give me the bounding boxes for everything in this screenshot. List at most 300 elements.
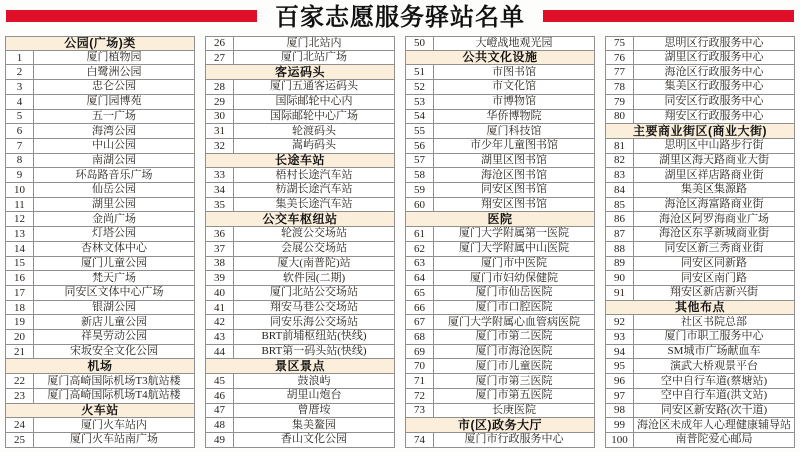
station-name: 厦门五通客运码头: [270, 80, 358, 93]
station-name: 湖里区行政服务中心: [664, 51, 764, 64]
station-number: 35: [206, 198, 234, 212]
station-name: 集美鳌园: [292, 418, 336, 431]
station-number: 69: [406, 345, 434, 359]
station-name: 厦门儿童公园: [81, 256, 147, 269]
station-number: 44: [206, 345, 234, 359]
station-number: 65: [406, 286, 434, 300]
station-name: 厦门北站内: [286, 36, 342, 49]
station-name: 同安区行政服务中心: [664, 95, 764, 108]
table-row: [205, 36, 395, 51]
station-number: 93: [606, 330, 634, 344]
station-number: 68: [406, 330, 434, 344]
station-name: 中山公园: [92, 139, 136, 152]
table-row: [605, 433, 795, 448]
table-row: [405, 330, 595, 345]
station-number: 50: [406, 37, 434, 50]
station-name: 厦门市海沧医院: [475, 345, 553, 358]
table-column-2: [205, 36, 395, 448]
station-name: 湖里区海天路商业大街: [659, 153, 769, 166]
station-name: 梵天广场: [92, 271, 136, 284]
category-header: 景区景点: [205, 359, 395, 374]
station-name: 环岛路音乐广场: [75, 168, 153, 181]
station-name: 灯塔公园: [92, 227, 136, 240]
station-name: BRT第一码头站(快线): [261, 345, 367, 358]
table-row: [405, 124, 595, 139]
station-name: 海沧区行政服务中心: [664, 65, 764, 78]
station-name: 新店儿童公园: [81, 315, 147, 328]
table-row: [605, 168, 795, 183]
station-number: 22: [6, 374, 34, 388]
station-number: 46: [206, 389, 234, 403]
table-row: [5, 139, 195, 154]
table-row: [205, 124, 395, 139]
table-row: [405, 359, 595, 374]
table-row: [605, 212, 795, 227]
table-row: [405, 227, 595, 242]
station-name: 会展公交场站: [281, 242, 347, 255]
masthead: [0, 0, 800, 36]
station-number: 4: [6, 95, 34, 109]
station-number: 38: [206, 257, 234, 271]
table-row: [205, 315, 395, 330]
table-row: [5, 227, 195, 242]
station-name: 同安区南门路: [681, 271, 747, 284]
table-row: [205, 330, 395, 345]
station-number: 34: [206, 183, 234, 197]
station-number: 89: [606, 257, 634, 271]
station-name: 思明区中山路步行街: [664, 139, 764, 152]
table-row: [5, 110, 195, 125]
station-name: 演武大桥观景平台: [670, 359, 758, 372]
station-number: 14: [6, 242, 34, 256]
station-number: 99: [606, 418, 634, 432]
category-header: 市(区)政务大厅: [405, 418, 595, 433]
table-row: [5, 183, 195, 198]
station-number: 37: [206, 242, 234, 256]
table-row: [205, 51, 395, 66]
table-row: [605, 139, 795, 154]
table-row: [605, 330, 795, 345]
station-number: 51: [406, 65, 434, 79]
table-row: [405, 65, 595, 80]
station-number: 39: [206, 271, 234, 285]
station-name: 同安区图书馆: [481, 183, 547, 196]
station-number: 76: [606, 51, 634, 65]
table-row: [205, 345, 395, 360]
station-name: 嵩屿码头: [292, 139, 336, 152]
table-row: [205, 242, 395, 257]
table-row: [205, 139, 395, 154]
station-number: 30: [206, 110, 234, 124]
station-number: 77: [606, 65, 634, 79]
station-name: 厦门科技馆: [486, 124, 542, 137]
station-name: 厦门植物园: [86, 51, 142, 64]
station-number: 47: [206, 404, 234, 418]
station-name: 翔安马巷公交场站: [270, 301, 358, 313]
station-name: 软件园(二期): [282, 271, 346, 284]
table-row: [205, 95, 395, 110]
station-number: 32: [206, 139, 234, 153]
station-name: 社区书院总部: [681, 315, 747, 328]
table-row: [5, 389, 195, 404]
station-name: 厦门火车站南广场: [70, 433, 158, 446]
station-number: 6: [6, 124, 34, 138]
table-row: [405, 404, 595, 419]
table-row: [205, 198, 395, 213]
station-number: 42: [206, 315, 234, 329]
station-name: 翔安区行政服务中心: [664, 109, 764, 122]
station-number: 49: [206, 433, 234, 447]
station-number: 26: [206, 37, 234, 50]
table-row: [5, 124, 195, 139]
table-row: [405, 315, 595, 330]
table-row: [5, 330, 195, 345]
station-name: 同安区同新路: [681, 256, 747, 269]
table-row: [205, 389, 395, 404]
table-row: [5, 315, 195, 330]
station-name: 厦门大学附属中山医院: [459, 242, 569, 255]
table-row: [205, 227, 395, 242]
station-number: 96: [606, 374, 634, 388]
table-row: [605, 242, 795, 257]
table-row: [205, 80, 395, 95]
station-number: 16: [6, 271, 34, 285]
station-number: 86: [606, 212, 634, 226]
table-row: [605, 418, 795, 433]
station-number: 45: [206, 374, 234, 388]
table-row: [405, 286, 595, 301]
station-number: 17: [6, 286, 34, 300]
station-number: 72: [406, 389, 434, 403]
table-row: [605, 227, 795, 242]
station-name: 祥昊劳动公园: [81, 330, 147, 343]
station-name: 翔安区新店新兴街: [670, 286, 758, 299]
station-name: 海沧区图书馆: [481, 168, 547, 181]
station-number: 62: [406, 242, 434, 256]
table-row: [5, 418, 195, 433]
station-number: 29: [206, 95, 234, 109]
station-number: 85: [606, 198, 634, 212]
station-name: 海湾公园: [92, 124, 136, 137]
station-name: 香山文化公园: [281, 433, 347, 446]
station-name: 忠仑公园: [92, 80, 136, 93]
station-number: 11: [6, 198, 34, 212]
station-name: 集美区集源路: [681, 183, 747, 196]
station-name: BRT前埔枢纽站(快线): [261, 330, 367, 343]
table-column-3: [405, 36, 595, 448]
station-number: 55: [406, 124, 434, 138]
station-name: 集美区行政服务中心: [664, 80, 764, 93]
station-number: 56: [406, 139, 434, 153]
station-name: 厦门市第五医院: [475, 389, 553, 402]
table-row: [405, 345, 595, 360]
station-name: 梧村长途汽车站: [275, 168, 353, 181]
station-number: 70: [406, 359, 434, 373]
station-name: 厦门北站公交场站: [270, 286, 358, 299]
station-name: 厦门市中医院: [481, 256, 547, 269]
table-row: [405, 110, 595, 125]
station-number: 57: [406, 154, 434, 168]
station-name: 厦门大学附属第一医院: [459, 227, 569, 240]
station-number: 2: [6, 65, 34, 79]
station-number: 5: [6, 110, 34, 124]
station-number: 92: [606, 315, 634, 329]
station-name: 厦门市第三医院: [475, 374, 553, 387]
station-number: 52: [406, 80, 434, 94]
table-row: [205, 271, 395, 286]
station-name: 湖里区图书馆: [481, 153, 547, 166]
station-number: 21: [6, 345, 34, 359]
table-row: [605, 110, 795, 125]
station-number: 31: [206, 124, 234, 138]
station-number: 75: [606, 37, 634, 50]
table-row: [605, 359, 795, 374]
station-number: 19: [6, 315, 34, 329]
station-name: 厦门市妇幼保健院: [470, 271, 558, 284]
table-row: [5, 212, 195, 227]
table-row: [405, 139, 595, 154]
table-row: [405, 257, 595, 272]
station-name: 厦门市口腔医院: [475, 301, 553, 313]
table-row: [405, 271, 595, 286]
station-number: 8: [6, 154, 34, 168]
red-bar-right: [543, 10, 794, 22]
table-row: [405, 36, 595, 51]
table-column-1: [5, 36, 195, 448]
station-number: 79: [606, 95, 634, 109]
station-name: 集美长途汽车站: [275, 198, 353, 211]
table-row: [405, 301, 595, 316]
station-number: 41: [206, 301, 234, 315]
station-number: 94: [606, 345, 634, 359]
table-row: [405, 374, 595, 389]
station-number: 82: [606, 154, 634, 168]
station-name: 南湖公园: [92, 153, 136, 166]
station-name: 湖里公园: [92, 198, 136, 211]
table-row: [5, 168, 195, 183]
table-row: [605, 51, 795, 66]
table-row: [5, 198, 195, 213]
station-name: 厦门高崎国际机场T3航站楼: [47, 374, 181, 387]
station-name: 翔安区图书馆: [481, 198, 547, 211]
table-row: [205, 183, 395, 198]
station-name: 市图书馆: [492, 65, 536, 78]
station-name: 国际邮轮中心内: [275, 95, 353, 108]
table-row: [605, 271, 795, 286]
category-header: 公园(广场)类: [5, 36, 195, 51]
station-number: 84: [606, 183, 634, 197]
station-number: 80: [606, 110, 634, 124]
table-row: [5, 271, 195, 286]
table-row: [205, 301, 395, 316]
table-row: [205, 110, 395, 125]
table-row: [205, 433, 395, 448]
table-row: [205, 257, 395, 272]
station-number: 24: [6, 418, 34, 432]
station-number: 100: [606, 433, 634, 447]
station-name: 市博物馆: [492, 95, 536, 108]
table-row: [605, 80, 795, 95]
station-number: 15: [6, 257, 34, 271]
table-row: [605, 257, 795, 272]
station-number: 23: [6, 389, 34, 403]
station-number: 43: [206, 330, 234, 344]
table-row: [5, 257, 195, 272]
table-row: [405, 389, 595, 404]
station-name: 厦门火车站内: [81, 418, 147, 431]
station-name: 空中自行车道(洪文站): [660, 389, 768, 402]
station-number: 60: [406, 198, 434, 212]
table-row: [605, 286, 795, 301]
station-number: 58: [406, 168, 434, 182]
table-row: [5, 95, 195, 110]
station-number: 1: [6, 51, 34, 65]
station-number: 83: [606, 168, 634, 182]
table-row: [405, 168, 595, 183]
table-row: [605, 154, 795, 169]
station-number: 95: [606, 359, 634, 373]
table-row: [605, 315, 795, 330]
station-name: 长庚医院: [492, 403, 536, 416]
table-row: [605, 374, 795, 389]
table-row: [5, 286, 195, 301]
station-number: 25: [6, 433, 34, 447]
table-row: [605, 95, 795, 110]
category-header: 火车站: [5, 404, 195, 419]
station-name: 海沧区海富路商业街: [664, 198, 764, 211]
category-header: 医院: [405, 212, 595, 227]
table-row: [205, 168, 395, 183]
table-row: [205, 404, 395, 419]
table-row: [405, 242, 595, 257]
red-bar-left: [6, 10, 257, 22]
station-number: 98: [606, 404, 634, 418]
station-name: 曾厝垵: [297, 403, 331, 416]
table-row: [5, 65, 195, 80]
table-row: [605, 345, 795, 360]
station-name: 金尚广场: [92, 212, 136, 225]
station-number: 63: [406, 257, 434, 271]
station-number: 78: [606, 80, 634, 94]
table-row: [5, 242, 195, 257]
station-number: 74: [406, 433, 434, 447]
table-row: [605, 65, 795, 80]
station-number: 3: [6, 80, 34, 94]
table-row: [405, 80, 595, 95]
station-name: 胡里山炮台: [286, 389, 342, 402]
table-row: [405, 198, 595, 213]
table-row: [205, 418, 395, 433]
station-name: 同安区文体中心广场: [64, 286, 164, 299]
station-number: 27: [206, 51, 234, 65]
table-column-4: [605, 36, 795, 448]
station-name: 国际邮轮中心广场: [270, 109, 358, 122]
table-row: [605, 404, 795, 419]
category-header: 其他布点: [605, 301, 795, 316]
station-number: 18: [6, 301, 34, 315]
station-name: 厦门市第二医院: [475, 330, 553, 343]
station-name: 同安乐海公交场站: [270, 315, 358, 328]
station-number: 81: [606, 139, 634, 153]
station-number: 61: [406, 227, 434, 241]
station-name: 市少年儿童图书馆: [470, 139, 558, 152]
station-name: 厦门市儿童医院: [475, 359, 553, 372]
station-name: 厦门大学附属心血管病医院: [448, 315, 580, 328]
station-name: 海沧区东孚新城商业街: [659, 227, 769, 240]
table-row: [5, 433, 195, 448]
table-row: [5, 154, 195, 169]
station-number: 54: [406, 110, 434, 124]
station-name: 轮渡码头: [292, 124, 336, 137]
station-number: 33: [206, 168, 234, 182]
station-name: 市文化馆: [492, 80, 536, 93]
category-header: 主要商业街区(商业大街): [605, 124, 795, 139]
table-row: [405, 183, 595, 198]
station-number: 91: [606, 286, 634, 300]
station-name: 华侨博物院: [486, 109, 542, 122]
station-number: 10: [6, 183, 34, 197]
table-row: [5, 301, 195, 316]
table-row: [5, 51, 195, 66]
station-number: 88: [606, 242, 634, 256]
station-name: 五一广场: [92, 109, 136, 122]
station-table: [0, 36, 800, 448]
station-number: 7: [6, 139, 34, 153]
station-number: 90: [606, 271, 634, 285]
station-number: 28: [206, 80, 234, 94]
station-name: 厦门市行政服务中心: [464, 433, 564, 446]
station-name: 空中自行车道(蔡塘站): [660, 374, 768, 387]
station-name: 厦门市仙岳医院: [475, 286, 553, 299]
station-name: 南普陀爱心邮局: [675, 433, 753, 446]
station-name: 厦门北站广场: [281, 51, 347, 64]
station-name: 湖里区祥店路商业街: [664, 168, 764, 181]
category-header: 公共文化设施: [405, 51, 595, 66]
station-name: 白鹭洲公园: [86, 65, 142, 78]
station-name: 银湖公园: [92, 301, 136, 313]
station-number: 40: [206, 286, 234, 300]
table-row: [605, 183, 795, 198]
category-header: 长途车站: [205, 154, 395, 169]
table-row: [405, 433, 595, 448]
station-number: 48: [206, 418, 234, 432]
table-row: [405, 95, 595, 110]
table-row: [5, 345, 195, 360]
table-row: [205, 286, 395, 301]
station-name: 厦大(南普陀)站: [277, 256, 351, 269]
station-number: 12: [6, 212, 34, 226]
table-row: [605, 389, 795, 404]
station-number: 13: [6, 227, 34, 241]
station-name: SM城市广场献血车: [667, 345, 761, 358]
table-row: [605, 36, 795, 51]
station-name: 海沧区未成年人心理健康辅导站: [637, 418, 791, 431]
station-number: 20: [6, 330, 34, 344]
station-number: 53: [406, 95, 434, 109]
table-row: [5, 374, 195, 389]
station-name: 思明区行政服务中心: [664, 36, 764, 49]
station-name: 大嶝战地观光园: [475, 36, 553, 49]
table-row: [205, 374, 395, 389]
station-number: 59: [406, 183, 434, 197]
station-name: 杏林文体中心: [81, 242, 147, 255]
station-name: 同安区新安路(次干道): [660, 403, 768, 416]
station-name: 仙岳公园: [92, 183, 136, 196]
station-number: 71: [406, 374, 434, 388]
station-name: 宋坂安全文化公园: [70, 345, 158, 358]
station-number: 36: [206, 227, 234, 241]
station-number: 64: [406, 271, 434, 285]
